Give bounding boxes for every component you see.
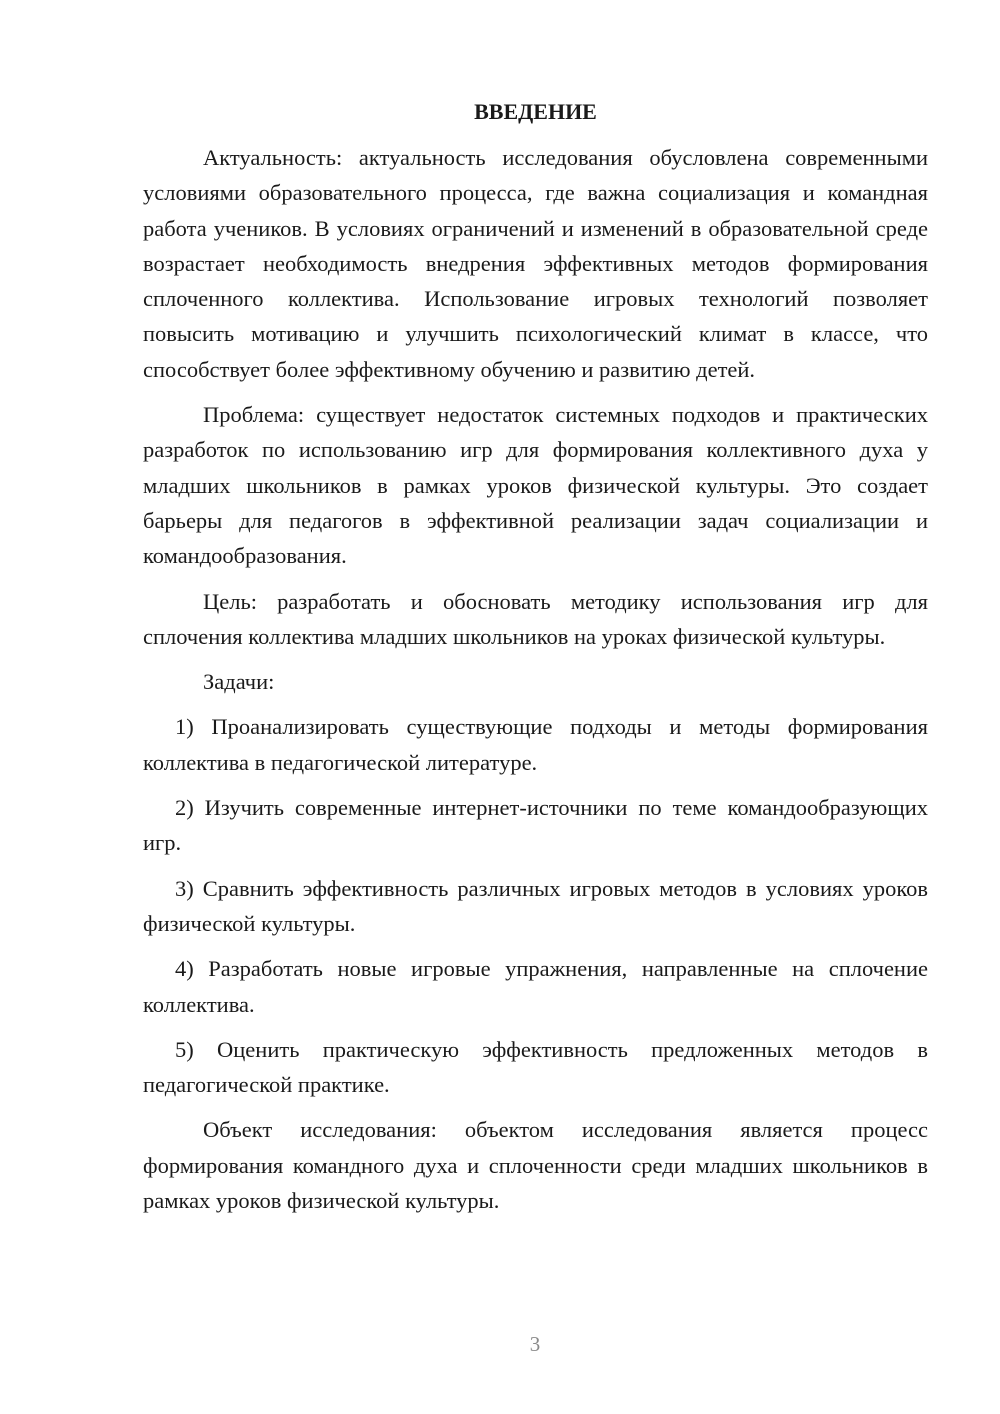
section-title: ВВЕДЕНИЕ <box>474 99 597 124</box>
task-item-2: 2) Изучить современные интернет-источники по теме командообразующих игр. <box>143 795 928 856</box>
tasks-list <box>143 709 928 1102</box>
problem-paragraph: Проблема: существует недостаток системных подходов и практических разработок по использованию игр для формирования коллективного духа у младших школьников в рамках уроков физической культуры. Это создает барьеры для педагогов в эффективной реализации задач социализации и командообразования. <box>143 402 928 569</box>
tasks-label: Задачи: <box>203 669 275 695</box>
goal-paragraph: Цель: разработать и обосновать методику использования игр для сплочения коллектива младших школьников на уроках физической культуры. <box>143 588 928 649</box>
object-paragraph: Объект исследования: объектом исследования является процесс формирования командного духа и сплоченности среди младших школьников в рамках уроков физической культуры. <box>143 1117 928 1214</box>
task-item-1: 1) Проанализировать существующие подходы и методы формирования коллектива в педагогической литературе. <box>143 714 928 775</box>
relevance-paragraph: Актуальность: актуальность исследования обусловлена современными условиями образовательного процесса, где важна социализация и командная работа учеников. В условиях ограничений и изменений в образовательной среде возрастает необходимость внедрения эффективных методов формирования сплоченного коллектива. Использование игровых технологий позволяет повысить мотивацию и улучшить психологический климат в классе, что способствует более эффективному обучению и развитию детей. <box>143 145 928 382</box>
task-item-5: 5) Оценить практическую эффективность предложенных методов в педагогической практике. <box>143 1036 928 1098</box>
task-item-4: 4) Разработать новые игровые упражнения, направленные на сплочение коллектива. <box>143 956 928 1017</box>
document-page <box>143 94 928 1218</box>
task-item-3: 3) Сравнить эффективность различных игровых методов в условиях уроков физической культуры. <box>143 875 928 936</box>
page-number: 3 <box>529 1332 541 1356</box>
